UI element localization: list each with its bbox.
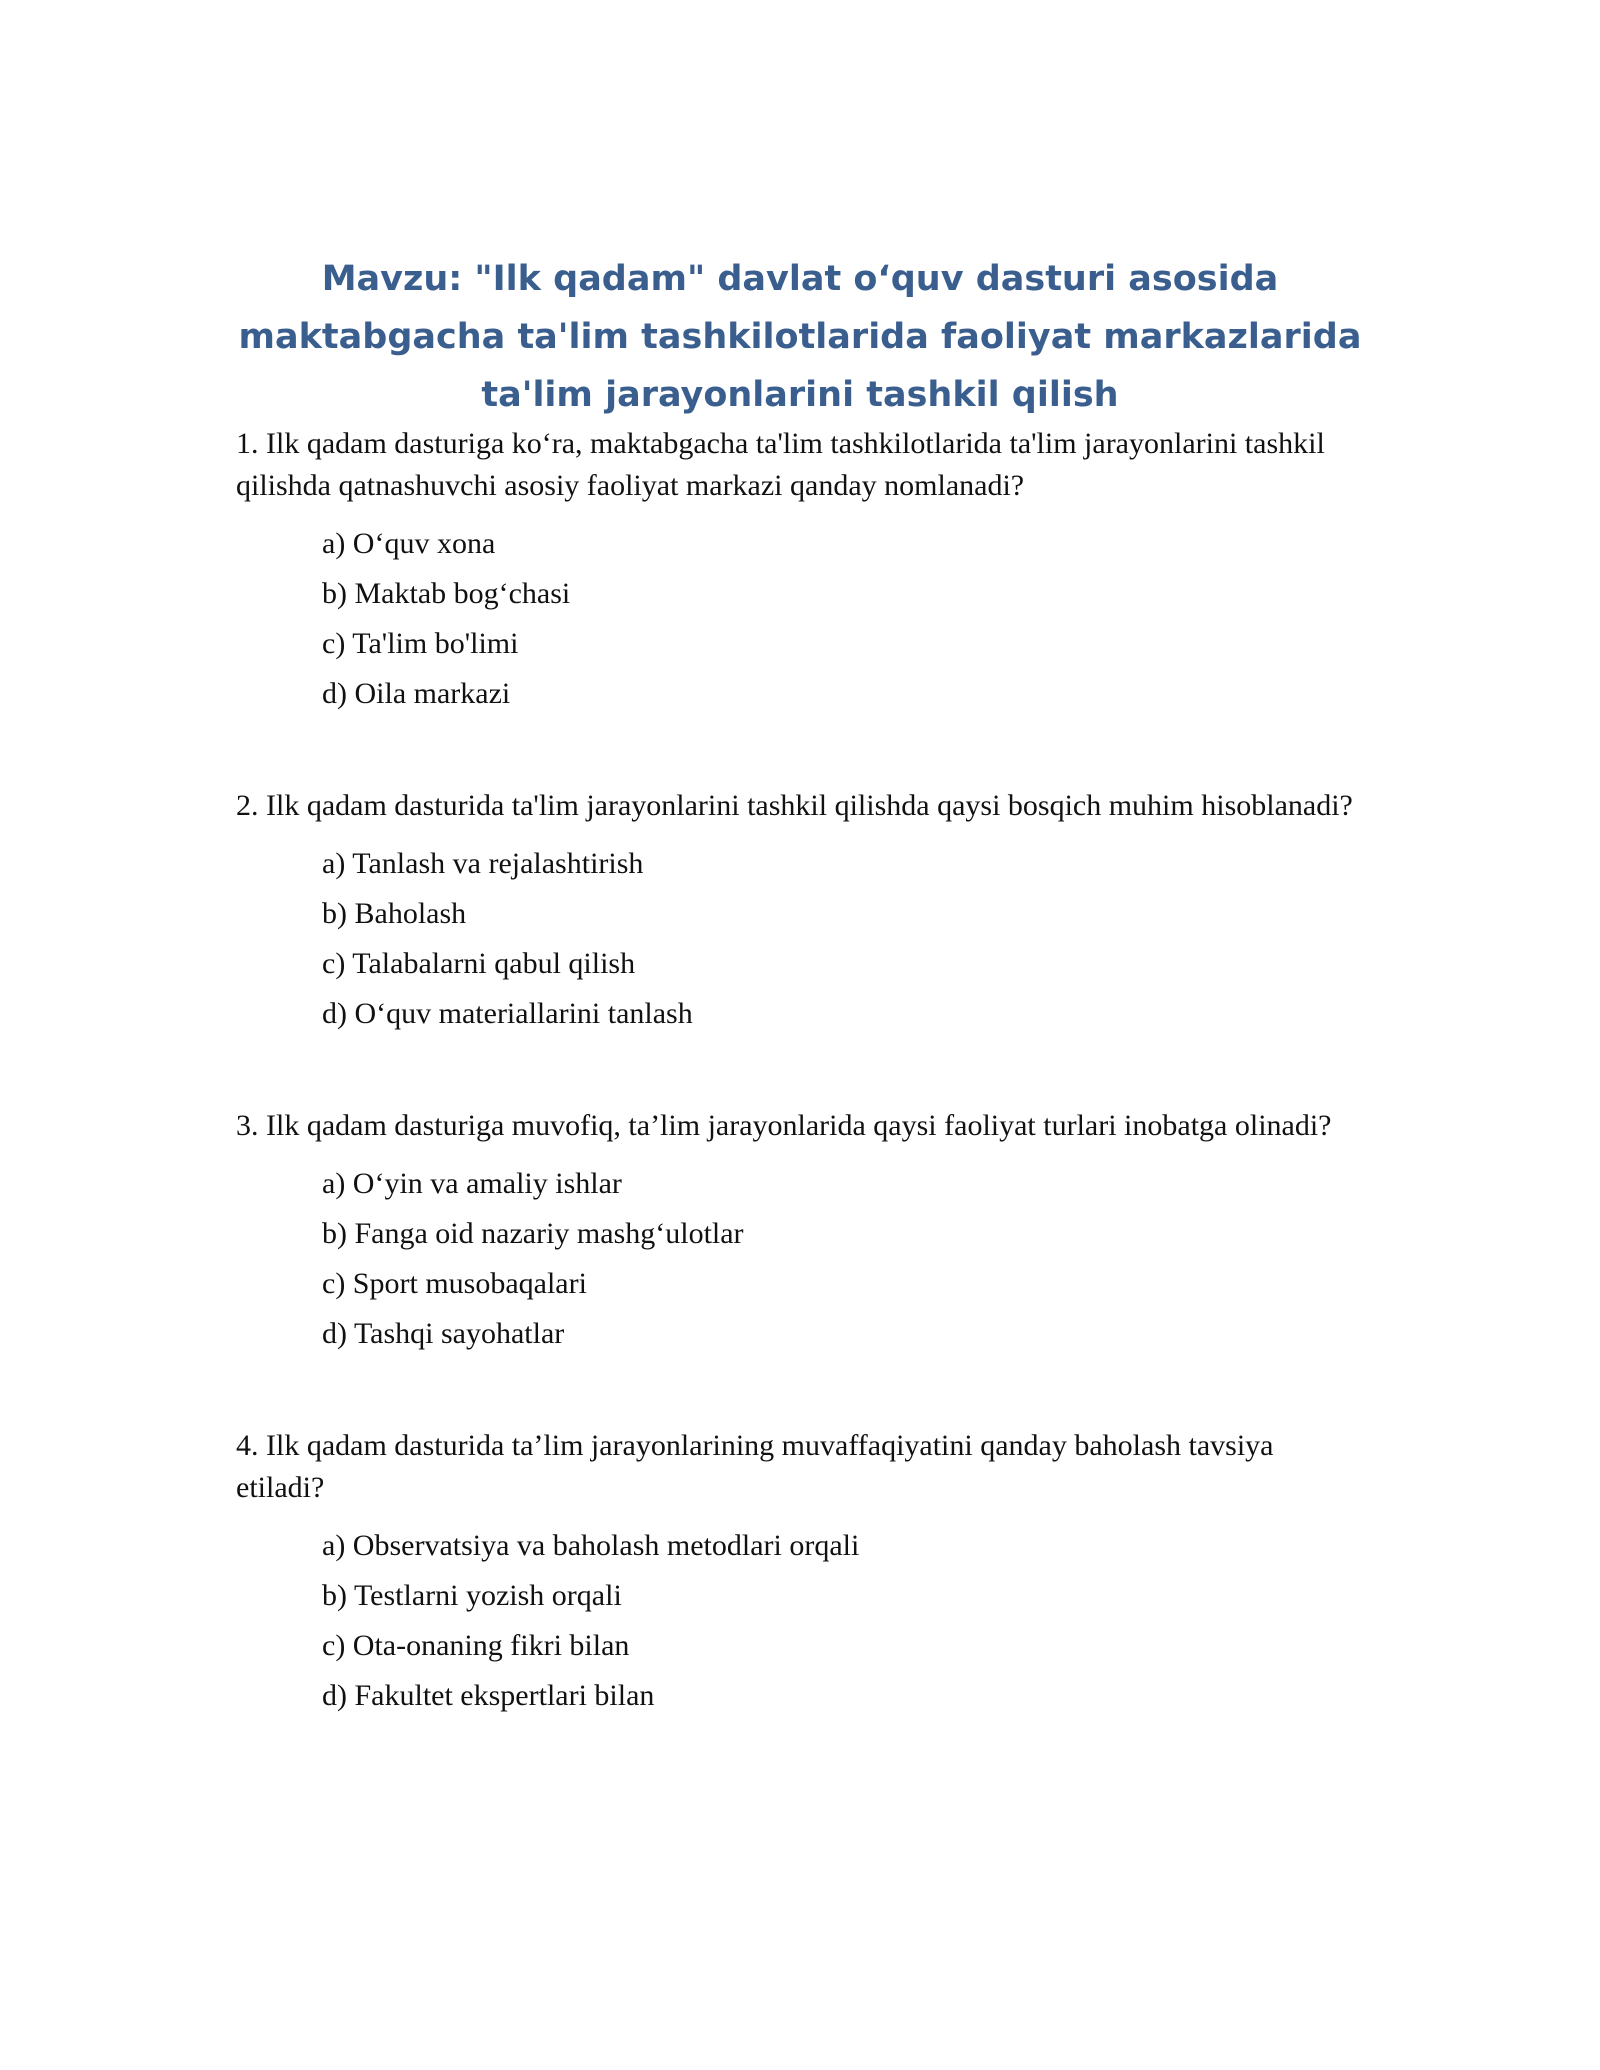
option-d: d) Tashqi sayohatlar bbox=[322, 1317, 565, 1350]
option-b: b) Baholash bbox=[322, 897, 467, 930]
option-b: b) Fanga oid nazariy mashg‘ulotlar bbox=[322, 1217, 744, 1250]
question-1 bbox=[236, 423, 1366, 719]
option-list bbox=[236, 839, 1366, 1039]
option-a: a) Observatsiya va baholash metodlari orqali bbox=[322, 1529, 860, 1562]
option-c: c) Talabalarni qabul qilish bbox=[322, 947, 636, 980]
question-text: 2. Ilk qadam dasturida ta'lim jarayonlarini tashkil qilishda qaysi bosqich muhim hisoblanadi? bbox=[236, 789, 1353, 822]
option-c: c) Sport musobaqalari bbox=[322, 1267, 587, 1300]
option-d: d) Fakultet ekspertlari bilan bbox=[322, 1679, 655, 1712]
question-text: 3. Ilk qadam dasturiga muvofiq, ta’lim jarayonlarida qaysi faoliyat turlari inobatga olinadi? bbox=[236, 1109, 1332, 1142]
document-title: Mavzu: "Ilk qadam" davlat o‘quv dasturi asosida maktabgacha ta'lim tashkilotlarida faoliyat markazlarida ta'lim jarayonlarini tashkil qilish bbox=[238, 259, 1362, 415]
option-list bbox=[236, 519, 1366, 719]
option-a: a) O‘yin va amaliy ishlar bbox=[322, 1167, 622, 1200]
question-2 bbox=[236, 785, 1366, 1039]
option-list bbox=[236, 1159, 1366, 1359]
question-list bbox=[236, 423, 1366, 1787]
option-b: b) Maktab bog‘chasi bbox=[322, 577, 571, 610]
option-c: c) Ta'lim bo'limi bbox=[322, 627, 519, 660]
question-text: 4. Ilk qadam dasturida ta’lim jarayonlarining muvaffaqiyatini qanday baholash tavsiya etiladi? bbox=[236, 1429, 1274, 1504]
option-list bbox=[236, 1521, 1366, 1721]
question-4 bbox=[236, 1425, 1366, 1721]
option-a: a) Tanlash va rejalashtirish bbox=[322, 847, 644, 880]
question-3 bbox=[236, 1105, 1366, 1359]
question-text: 1. Ilk qadam dasturiga ko‘ra, maktabgacha ta'lim tashkilotlarida ta'lim jarayonlarini tashkil qilishda qatnashuvchi asosiy faoliyat markazi qanday nomlanadi? bbox=[236, 427, 1325, 502]
option-b: b) Testlarni yozish orqali bbox=[322, 1579, 622, 1612]
option-d: d) O‘quv materiallarini tanlash bbox=[322, 997, 693, 1030]
option-c: c) Ota-onaning fikri bilan bbox=[322, 1629, 630, 1662]
option-d: d) Oila markazi bbox=[322, 677, 511, 710]
option-a: a) O‘quv xona bbox=[322, 527, 496, 560]
